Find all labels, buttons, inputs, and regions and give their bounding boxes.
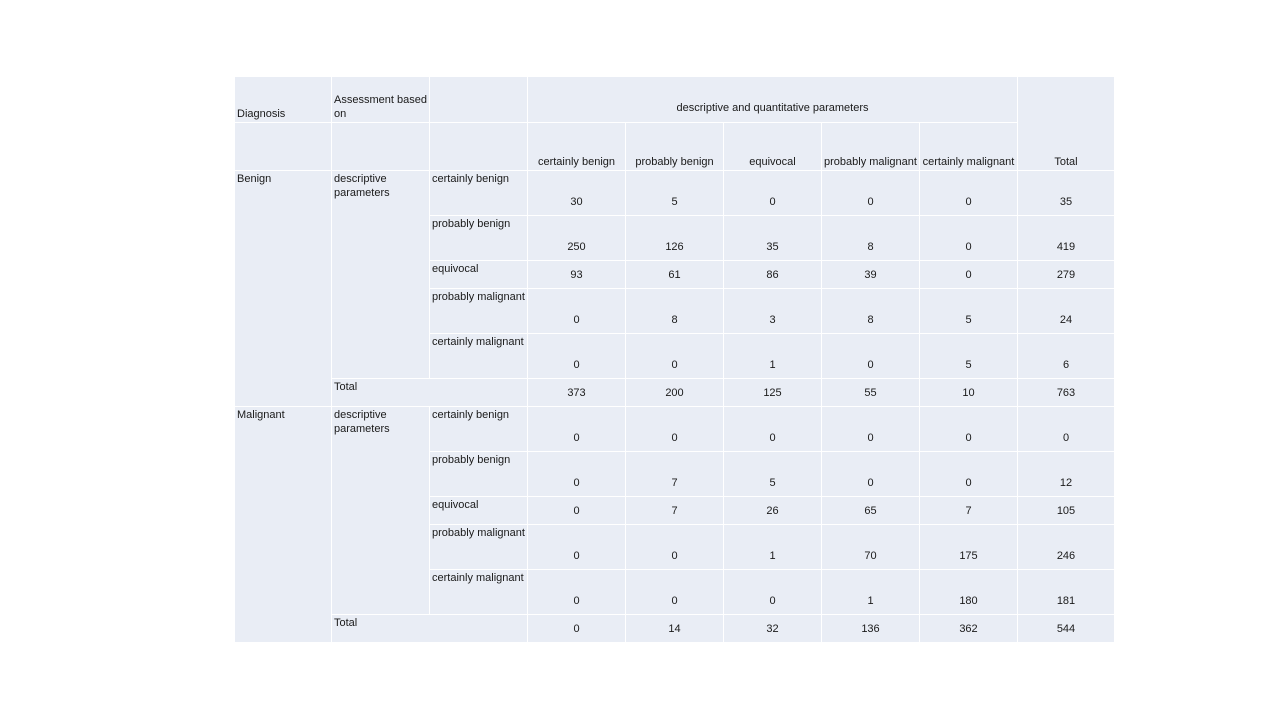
cell-value: 70 (822, 525, 920, 570)
cell-value: 61 (626, 261, 724, 289)
cell-value: 0 (528, 289, 626, 334)
cell-value: 5 (724, 452, 822, 497)
cell-value: 0 (920, 452, 1018, 497)
cell-value: 0 (822, 407, 920, 452)
assessment-label: descriptive parameters (332, 407, 430, 615)
grand-total: 763 (1018, 379, 1115, 407)
total-row (235, 615, 1115, 643)
total-value: 0 (528, 615, 626, 643)
cell-value: 0 (528, 570, 626, 615)
header-col-total: Total (1018, 77, 1115, 171)
cell-value: 175 (920, 525, 1018, 570)
row-label: probably malignant (430, 525, 528, 570)
total-row (235, 379, 1115, 407)
total-label: Total (332, 379, 528, 407)
cell-value: 0 (920, 216, 1018, 261)
assessment-label: descriptive parameters (332, 171, 430, 379)
cell-value: 0 (822, 334, 920, 379)
cell-total: 419 (1018, 216, 1115, 261)
row-label: certainly malignant (430, 570, 528, 615)
total-value: 373 (528, 379, 626, 407)
cell-value: 0 (724, 407, 822, 452)
cell-value: 0 (920, 407, 1018, 452)
cell-value: 5 (920, 289, 1018, 334)
cell-value: 8 (822, 216, 920, 261)
cell-total: 181 (1018, 570, 1115, 615)
header-blank (430, 123, 528, 171)
cell-value: 0 (626, 407, 724, 452)
cell-value: 8 (822, 289, 920, 334)
row-label: probably benign (430, 452, 528, 497)
header-blank (430, 77, 528, 123)
total-value: 125 (724, 379, 822, 407)
row-label: probably benign (430, 216, 528, 261)
row-label: certainly benign (430, 171, 528, 216)
cell-value: 0 (822, 452, 920, 497)
header-col-probably-benign: probably benign (626, 123, 724, 171)
cell-value: 0 (920, 171, 1018, 216)
total-value: 55 (822, 379, 920, 407)
table-row (235, 407, 1115, 452)
cell-value: 93 (528, 261, 626, 289)
diagnosis-benign: Benign (235, 171, 332, 407)
total-value: 10 (920, 379, 1018, 407)
cell-value: 1 (724, 334, 822, 379)
header-col-probably-malignant: probably malignant (822, 123, 920, 171)
cell-value: 35 (724, 216, 822, 261)
cell-value: 65 (822, 497, 920, 525)
cell-value: 7 (920, 497, 1018, 525)
cell-value: 1 (822, 570, 920, 615)
cell-total: 12 (1018, 452, 1115, 497)
total-label: Total (332, 615, 528, 643)
row-label: certainly malignant (430, 334, 528, 379)
header-col-certainly-malignant: certainly malignant (920, 123, 1018, 171)
total-value: 136 (822, 615, 920, 643)
cell-value: 8 (626, 289, 724, 334)
cell-value: 250 (528, 216, 626, 261)
total-value: 14 (626, 615, 724, 643)
cell-value: 0 (626, 570, 724, 615)
cell-value: 0 (822, 171, 920, 216)
cell-value: 26 (724, 497, 822, 525)
cell-value: 0 (528, 407, 626, 452)
cell-value: 86 (724, 261, 822, 289)
header-diagnosis: Diagnosis (235, 77, 332, 123)
cell-total: 279 (1018, 261, 1115, 289)
cell-total: 0 (1018, 407, 1115, 452)
cell-total: 24 (1018, 289, 1115, 334)
table-row (235, 171, 1115, 216)
row-label: equivocal (430, 261, 528, 289)
row-label: probably malignant (430, 289, 528, 334)
header-assessment: Assessment based on (332, 77, 430, 123)
cell-total: 6 (1018, 334, 1115, 379)
header-blank (235, 123, 332, 171)
diagnosis-malignant: Malignant (235, 407, 332, 643)
cell-value: 7 (626, 497, 724, 525)
cell-value: 0 (724, 570, 822, 615)
cell-total: 246 (1018, 525, 1115, 570)
grand-total: 544 (1018, 615, 1115, 643)
cell-value: 0 (920, 261, 1018, 289)
cell-value: 0 (724, 171, 822, 216)
cell-value: 5 (626, 171, 724, 216)
cell-value: 3 (724, 289, 822, 334)
cell-value: 0 (528, 452, 626, 497)
cell-value: 30 (528, 171, 626, 216)
total-value: 32 (724, 615, 822, 643)
row-label: certainly benign (430, 407, 528, 452)
header-col-certainly-benign: certainly benign (528, 123, 626, 171)
row-label: equivocal (430, 497, 528, 525)
cell-total: 105 (1018, 497, 1115, 525)
cell-value: 39 (822, 261, 920, 289)
cell-value: 0 (528, 497, 626, 525)
total-value: 200 (626, 379, 724, 407)
cell-value: 0 (528, 334, 626, 379)
cell-total: 35 (1018, 171, 1115, 216)
header-group-label: descriptive and quantitative parameters (528, 77, 1018, 123)
cell-value: 0 (626, 334, 724, 379)
cell-value: 180 (920, 570, 1018, 615)
header-blank (332, 123, 430, 171)
cell-value: 1 (724, 525, 822, 570)
total-value: 362 (920, 615, 1018, 643)
header-col-equivocal: equivocal (724, 123, 822, 171)
cell-value: 0 (528, 525, 626, 570)
cell-value: 5 (920, 334, 1018, 379)
cell-value: 0 (626, 525, 724, 570)
cell-value: 126 (626, 216, 724, 261)
cell-value: 7 (626, 452, 724, 497)
confusion-table (234, 76, 1115, 643)
